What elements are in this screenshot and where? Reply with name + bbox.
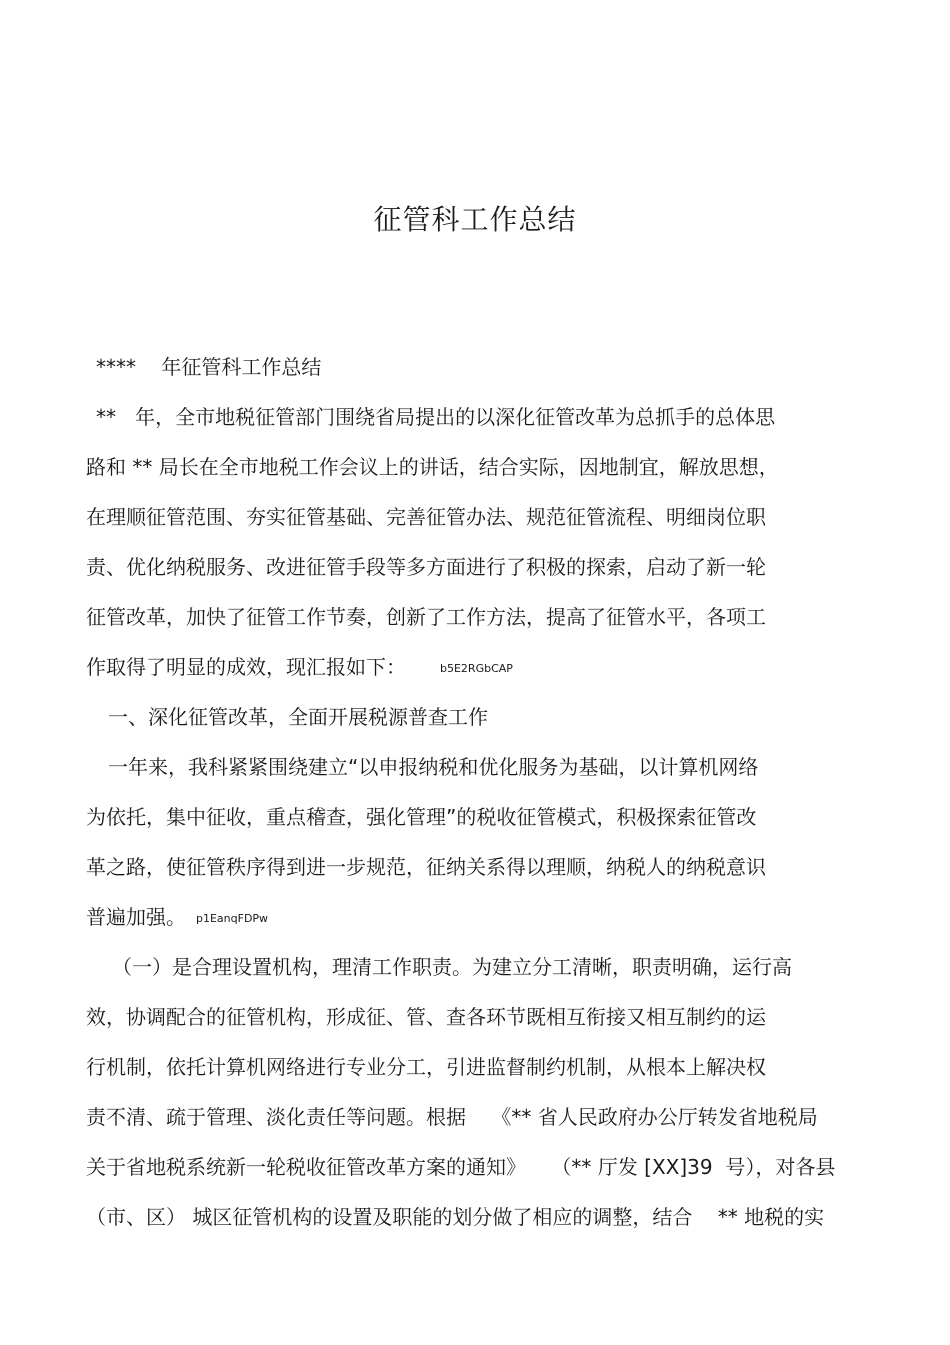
paragraph-line: 作取得了明显的成效，现汇报如下： b5E2RGbCAP xyxy=(86,655,513,679)
paragraph-line: 征管改革，加快了征管工作节奏，创新了工作方法，提高了征管水平，各项工 xyxy=(86,605,766,629)
paragraph-line: 责不清、疏于管理、淡化责任等问题。根据 《** 省人民政府办公厅转发省地税局 xyxy=(86,1105,818,1129)
paragraph-line: ** 年，全市地税征管部门围绕省局提出的以深化征管改革为总抓手的总体思 xyxy=(96,405,776,429)
paragraph-line: 效，协调配合的征管机构，形成征、管、查各环节既相互衔接又相互制约的运 xyxy=(86,1005,766,1029)
doc-code: b5E2RGbCAP xyxy=(440,661,513,675)
paragraph-line: 一年来，我科紧紧围绕建立“以申报纳税和优化服务为基础，以计算机网络 xyxy=(108,755,759,779)
paragraph-line: 普遍加强。 p1EanqFDPw xyxy=(86,905,269,929)
doc-code: p1EanqFDPw xyxy=(196,911,269,925)
section-heading: 一、深化征管改革，全面开展税源普查工作 xyxy=(108,705,488,729)
subtitle-line: **** 年征管科工作总结 xyxy=(96,355,322,379)
document-title: 征管科工作总结 xyxy=(373,203,577,236)
paragraph-line: 路和 ** 局长在全市地税工作会议上的讲话，结合实际，因地制宜，解放思想， xyxy=(86,455,779,479)
paragraph-line: （一）是合理设置机构，理清工作职责。为建立分工清晰，职责明确，运行高 xyxy=(112,955,792,979)
paragraph-line: （市、区） 城区征管机构的设置及职能的划分做了相应的调整，结合 ** 地税的实 xyxy=(86,1205,825,1229)
paragraph-line: 为依托，集中征收，重点稽查，强化管理”的税收征管模式，积极探索征管改 xyxy=(86,805,757,829)
paragraph-line: 在理顺征管范围、夯实征管基础、完善征管办法、规范征管流程、明细岗位职 xyxy=(86,505,766,529)
paragraph-line: 行机制，依托计算机网络进行专业分工，引进监督制约机制，从根本上解决权 xyxy=(86,1055,766,1079)
paragraph-line: 责、优化纳税服务、改进征管手段等多方面进行了积极的探索，启动了新一轮 xyxy=(86,555,766,579)
paragraph-line: 革之路，使征管秩序得到进一步规范，征纳关系得以理顺，纳税人的纳税意识 xyxy=(86,855,766,879)
paragraph-line: 关于省地税系统新一轮税收征管改革方案的通知》 （** 厅发 [XX]39 号），对各县 xyxy=(86,1155,836,1179)
